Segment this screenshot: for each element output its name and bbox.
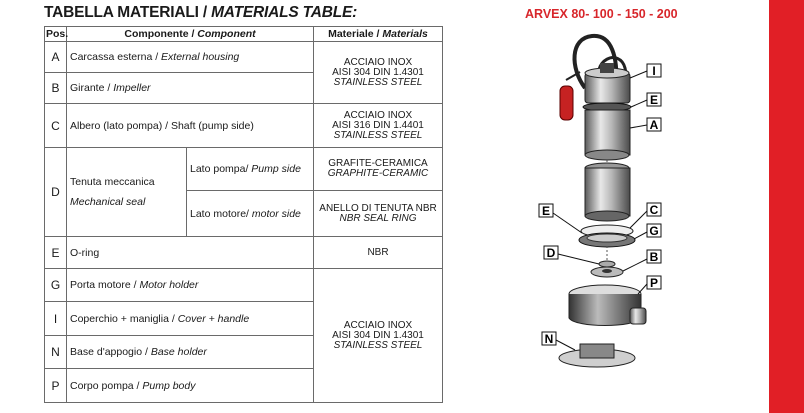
- float-switch-icon: [560, 86, 573, 120]
- tag-b: [623, 250, 661, 271]
- material-d1: [314, 148, 443, 191]
- component-d-sub1-it: Pump side: [251, 163, 301, 175]
- tag-n-text: N: [544, 332, 554, 346]
- component-b-main: Girante /: [70, 82, 114, 94]
- component-i: [67, 302, 314, 336]
- component-d-sub2-main: Lato motore/: [190, 207, 252, 220]
- housing-upper-icon: [585, 110, 630, 160]
- material-ab-l1: ACCIAIO INOX: [343, 56, 413, 68]
- component-a-it: External housing: [161, 51, 240, 63]
- pos-n: N: [45, 336, 67, 369]
- component-d: [67, 148, 187, 237]
- table-row: [45, 104, 443, 148]
- tag-e-lower: [539, 204, 582, 233]
- material-gp-l1: ACCIAIO INOX: [343, 319, 413, 331]
- tag-c-text: C: [649, 203, 659, 217]
- header-pos: Pos.: [46, 28, 69, 40]
- tag-e-top: [631, 93, 661, 107]
- title-italic: MATERIALS TABLE:: [211, 4, 358, 21]
- component-n-it: Base holder: [150, 346, 207, 358]
- material-d1-l2: GRAPHITE-CERAMIC: [327, 168, 429, 179]
- component-d-main: Tenuta meccanica: [70, 176, 155, 188]
- pump-exploded-diagram: [530, 28, 675, 408]
- tag-p: [638, 276, 661, 294]
- material-c-l3: STAINLESS STEEL: [333, 129, 423, 141]
- component-i-it: Cover + handle: [177, 312, 250, 325]
- red-side-bar: [769, 0, 804, 413]
- header-mat-it: Materials: [382, 28, 428, 40]
- pump-body-icon: [569, 285, 646, 326]
- cover-icon: [585, 63, 630, 103]
- material-c: [314, 104, 443, 148]
- header-materials: [314, 27, 443, 42]
- component-d-sub1: [187, 148, 314, 191]
- component-g: [67, 269, 314, 302]
- pos-i: I: [45, 302, 67, 336]
- material-d1-l1: GRAFITE-CERAMICA: [328, 158, 428, 169]
- page-title: [44, 4, 357, 22]
- pos-e: E: [45, 237, 67, 269]
- tag-d: [544, 246, 599, 264]
- component-b-it: Impeller: [113, 82, 151, 94]
- header-comp-main: Componente /: [124, 28, 198, 40]
- table-row: [45, 269, 443, 302]
- header-mat-main: Materiale /: [328, 28, 383, 40]
- table-header-row: [45, 27, 443, 42]
- tag-a-text: A: [649, 118, 659, 132]
- pos-c: C: [45, 104, 67, 148]
- tag-d-text: D: [546, 246, 556, 260]
- material-c-l1: ACCIAIO INOX: [343, 109, 413, 121]
- material-gp-l3: STAINLESS STEEL: [333, 339, 423, 351]
- tag-p-text: P: [649, 276, 659, 290]
- title-main: TABELLA MATERIALI /: [44, 4, 212, 21]
- model-label: ARVEX 80- 100 - 150 - 200: [525, 7, 678, 21]
- material-gp: [314, 269, 443, 403]
- tag-i: [630, 64, 661, 78]
- component-a-main: Carcassa esterna /: [70, 51, 162, 63]
- component-e: O-ring: [67, 237, 314, 269]
- component-a: [67, 42, 314, 73]
- component-i-main: Coperchio + maniglia /: [70, 312, 178, 325]
- table-row: [45, 148, 443, 191]
- component-g-it: Motor holder: [139, 279, 199, 291]
- component-b: [67, 73, 314, 104]
- tag-g-text: G: [649, 224, 659, 238]
- impeller-icon: [591, 267, 623, 277]
- pos-a: A: [45, 42, 67, 73]
- table-row: [45, 42, 443, 73]
- material-ab-l2: AISI 304 DIN 1.4301: [332, 66, 424, 78]
- material-gp-l2: AISI 304 DIN 1.4301: [332, 329, 424, 341]
- header-component: [67, 27, 314, 42]
- table-row: [45, 237, 443, 269]
- pos-p: P: [45, 369, 67, 403]
- component-c: Albero (lato pompa) / Shaft (pump side): [67, 104, 314, 148]
- material-d2-l2: NBR SEAL RING: [339, 212, 417, 224]
- material-e: NBR: [314, 237, 443, 269]
- seal-ring-icon: [579, 225, 635, 247]
- pos-b: B: [45, 73, 67, 104]
- component-g-main: Porta motore /: [70, 279, 140, 291]
- material-ab-l3: STAINLESS STEEL: [333, 76, 423, 88]
- materials-table: [44, 26, 443, 403]
- material-ab: [314, 42, 443, 104]
- component-n: [67, 336, 314, 369]
- header-comp-it: Component: [197, 28, 256, 40]
- material-d2: [314, 191, 443, 237]
- component-d-sub1-main: Lato pompa/: [190, 163, 252, 175]
- tag-g: [634, 224, 661, 239]
- tag-e-top-text: E: [649, 93, 659, 107]
- component-n-main: Base d'appogio /: [70, 346, 151, 358]
- mechanical-seal-icon: [599, 261, 615, 267]
- component-d-sub2: [187, 191, 314, 237]
- pos-g: G: [45, 269, 67, 302]
- component-p: [67, 369, 314, 403]
- material-c-l2: AISI 316 DIN 1.4401: [332, 119, 424, 131]
- tag-i-text: I: [652, 64, 656, 78]
- tag-b-text: B: [649, 250, 659, 264]
- component-d-it: Mechanical seal: [70, 196, 146, 208]
- material-d2-l1: ANELLO DI TENUTA NBR: [319, 202, 437, 214]
- tag-a: [630, 118, 661, 132]
- housing-lower-icon: [585, 163, 630, 221]
- component-p-main: Corpo pompa /: [70, 379, 143, 392]
- component-p-it: Pump body: [142, 379, 196, 392]
- tag-n: [542, 332, 575, 350]
- pos-d: D: [45, 148, 67, 237]
- tag-e-lower-text: E: [541, 204, 551, 218]
- component-d-sub2-it: motor side: [251, 207, 301, 220]
